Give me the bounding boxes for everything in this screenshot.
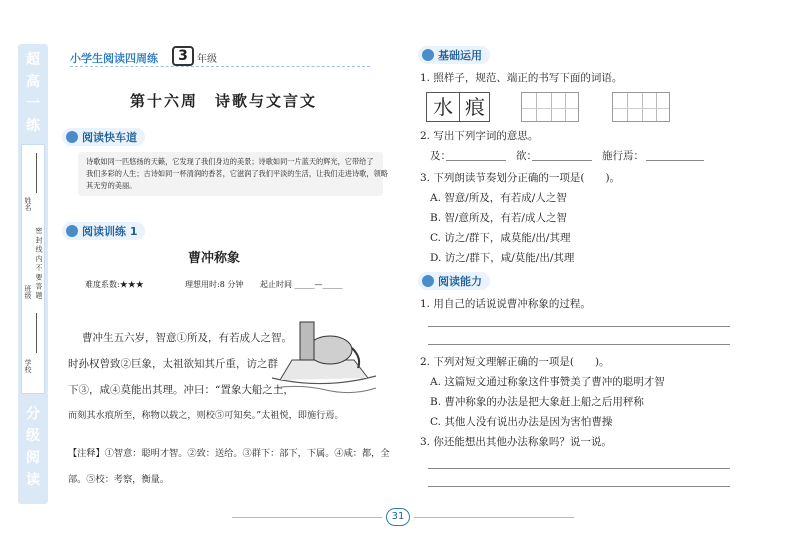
- strip-word: 一: [26, 96, 40, 112]
- training-heading: 阅读训练 1: [62, 222, 145, 240]
- page-number: 31: [386, 508, 410, 526]
- word-label: 及：: [430, 150, 451, 162]
- word-label: 欲：: [516, 150, 537, 162]
- option: A. 这篇短文通过称象这件事赞美了曹冲的聪明才智: [430, 376, 665, 388]
- basic-heading: 基础运用: [418, 46, 490, 64]
- strip-word: 阅: [26, 450, 40, 466]
- answer-line[interactable]: [428, 468, 730, 469]
- question: 3. 下列朗读节奏划分正确的一项是( )。: [420, 172, 621, 184]
- side-strip: [18, 44, 48, 504]
- name-label: 姓名: [24, 197, 32, 211]
- book-icon: [422, 275, 434, 287]
- strip-word: 级: [26, 428, 40, 444]
- express-heading: 阅读快车道: [62, 128, 145, 146]
- answer-line[interactable]: [446, 160, 506, 161]
- passage-line: 下③，咸④莫能出其理。冲曰：“置象大船之上，: [68, 384, 294, 396]
- express-text: 其无穷的美丽。: [86, 181, 137, 190]
- name-line: [36, 153, 37, 193]
- answer-line[interactable]: [428, 344, 730, 345]
- seal-label: 密 封 线 内 不 要 答 题: [35, 227, 43, 299]
- answer-line[interactable]: [428, 326, 730, 327]
- page-title: 第十六周 诗歌与文言文: [130, 92, 318, 110]
- express-text: 我们多彩的人生；古诗如同一杯清润的香茗，它滋润了我们平淡的生活，让我们走进诗歌，领略: [86, 169, 388, 178]
- question: 3. 你还能想出其他办法称象吗？说一说。: [420, 436, 612, 448]
- passage-line: 时孙权曾致②巨象，太祖欲知其斤重，访之群: [68, 358, 278, 370]
- strip-word: 读: [26, 472, 40, 488]
- option: B. 曹冲称象的办法是把大象赶上船之后用秤称: [430, 396, 644, 408]
- book-icon: [422, 49, 434, 61]
- strip-word: 练: [26, 118, 40, 134]
- footer-rule-right: [414, 517, 574, 518]
- sample-word-box: [426, 92, 490, 122]
- question: 1. 用自己的话说说曹冲称象的过程。: [420, 298, 591, 310]
- passage-line: 而刻其水痕所至，称物以载之，则校⑤可知矣。”太祖悦，即施行焉。: [68, 410, 344, 421]
- writing-box[interactable]: [612, 92, 670, 122]
- option: C. 访之/群下，咸莫能/出/其理: [430, 232, 571, 244]
- sample-char: 痕: [465, 95, 485, 119]
- header-rule: [70, 66, 370, 67]
- writing-box[interactable]: [521, 92, 579, 122]
- question: 2. 写出下列字词的意思。: [420, 130, 539, 142]
- strip-word: 分: [26, 406, 40, 422]
- footer-rule-left: [232, 517, 382, 518]
- option: A. 智意/所及，有若成/人之智: [430, 192, 567, 204]
- passage-line: 曹冲生五六岁，智意①所及，有若成人之智。: [82, 332, 292, 344]
- notes-line: 部。⑤校：考察，衡量。: [68, 474, 170, 485]
- ideal-time: 理想用时:8 分钟: [185, 280, 244, 289]
- sample-char: 水: [433, 95, 453, 119]
- grade-number: 3: [172, 46, 194, 66]
- book-icon: [66, 131, 78, 143]
- answer-line[interactable]: [532, 160, 592, 161]
- answer-line[interactable]: [428, 486, 730, 487]
- option: C. 其他人没有说出办法是因为害怕曹操: [430, 416, 613, 428]
- grade-label: 年级: [197, 54, 217, 65]
- option: D. 访之/群下，咸/莫能/出/其理: [430, 252, 575, 264]
- strip-word: 高: [26, 74, 40, 90]
- word-label: 施行焉：: [602, 150, 644, 162]
- school-label: 学校: [24, 359, 32, 373]
- series-title: 小学生阅读四周练: [70, 52, 158, 65]
- option: B. 智/意所及，有若/成人之智: [430, 212, 567, 224]
- strip-word: 超: [26, 52, 40, 68]
- ability-heading: 阅读能力: [418, 272, 490, 290]
- story-title: 曹冲称象: [188, 251, 241, 266]
- student-info-panel: [21, 144, 45, 394]
- book-icon: [66, 225, 78, 237]
- class-line: [36, 313, 37, 353]
- answer-line[interactable]: [646, 160, 704, 161]
- notes-line: 【注释】①智意：聪明才智。②致：送给。③群下：部下，下属。④咸：都，全: [68, 448, 390, 459]
- express-text: 诗歌如同一匹悠扬的天籁，它发现了我们身边的美景；诗歌如同一片蓝天的辉光，它带给了: [86, 157, 374, 166]
- class-label: 班级: [24, 285, 32, 299]
- elephant-illustration: [270, 318, 378, 394]
- question: 2. 下列对短文理解正确的一项是( )。: [420, 356, 610, 368]
- express-box: [78, 152, 388, 196]
- start-end-time: 起止时间 _____—_____: [260, 280, 343, 289]
- difficulty: 难度系数:★★★: [85, 280, 144, 289]
- question: 1. 照样子，规范、端正的书写下面的词语。: [420, 72, 623, 84]
